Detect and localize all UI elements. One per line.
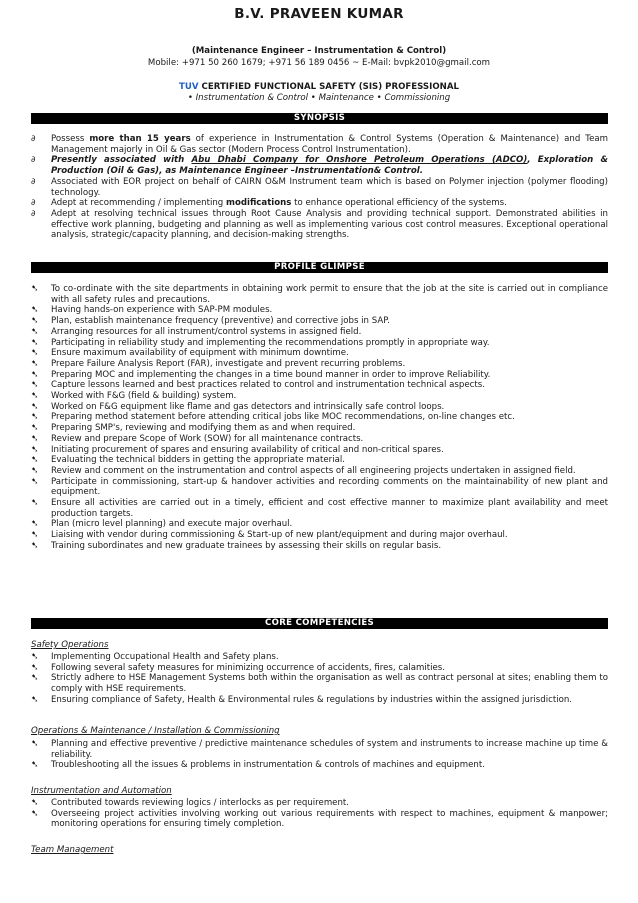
employer-name: Abu Dhabi Company for Onshore Petroleum Operations (ADCO) — [191, 155, 528, 166]
list-item-text: To co-ordinate with the site departments in obtaining work permit to ensure that the job at the site is carried out in compliance with all safety rules and precautions. — [51, 284, 608, 305]
arrow-bullet-icon: ➷ — [31, 348, 39, 359]
safety-section — [31, 652, 608, 706]
list-item — [31, 798, 608, 809]
list-item — [31, 423, 608, 434]
arrow-bullet-icon: ➷ — [31, 662, 39, 673]
arrow-bullet-icon: ➷ — [31, 798, 39, 808]
list-item-text: Ensure maximum availability of equipment with minimum downtime. — [51, 348, 349, 359]
operations-section — [31, 739, 608, 771]
arrow-bullet-icon: ➷ — [31, 412, 39, 423]
list-item-text: Participating in reliability study and implementing the recommendations promptly in appropriate way. — [51, 337, 490, 348]
bullet-icon: ∂ — [31, 198, 36, 209]
arrow-bullet-icon: ➷ — [31, 337, 39, 348]
subheading-automation: Instrumentation and Automation — [31, 786, 172, 796]
subheading-team: Team Management — [31, 845, 114, 855]
list-item — [31, 541, 608, 552]
list-item — [31, 760, 608, 771]
list-item — [31, 370, 608, 381]
arrow-bullet-icon: ➷ — [31, 305, 39, 316]
list-item-text: Plan, establish maintenance frequency (preventive) and corrective jobs in SAP. — [51, 316, 390, 327]
competencies-header-bar: CORE COMPETENCIES — [31, 618, 608, 629]
list-item — [31, 359, 608, 370]
subheading-operations: Operations & Maintenance / Installation & Commissioning — [31, 726, 280, 736]
list-item — [31, 477, 608, 498]
arrow-bullet-icon: ➷ — [31, 808, 39, 819]
list-item — [31, 402, 608, 413]
list-item — [31, 445, 608, 456]
bullet-icon: ∂ — [31, 134, 36, 144]
list-item — [31, 327, 608, 338]
list-item: ∂ Possess more than 15 years of experience in Instrumentation & Control Systems (Operation & Maintenance) and Team Management majorly in Oil & Gas sector (Modern Process Control Instrumentation). — [31, 134, 608, 155]
arrow-bullet-icon: ➷ — [31, 498, 39, 509]
list-item: ∂ Adept at resolving technical issues through Root Cause Analysis and providing technical support. Demonstrated abilities in effective work planning, budgeting and planning as well as implementing various cost control measures. Exceptional operational analysis, strategic/capacity planning, and decision-making strengths. — [31, 208, 608, 241]
list-item-text: Following several safety measures for minimizing occurrence of accidents, fires, calamities. — [51, 662, 446, 673]
list-item — [31, 663, 608, 674]
list-item — [31, 455, 608, 466]
list-item — [31, 695, 608, 706]
list-item — [31, 305, 608, 316]
arrow-bullet-icon: ➷ — [31, 316, 39, 327]
list-item — [31, 498, 608, 519]
list-item: ∂ Adept at recommending / implementing modifications to enhance operational efficiency of the systems. — [31, 198, 507, 209]
arrow-bullet-icon: ➷ — [31, 739, 39, 749]
list-item-text: Strictly adhere to HSE Management Systems both within the organisation as well as contract personal at sites; enabling them to comply with HSE requirements. — [51, 673, 608, 695]
list-item-text: Having hands-on experience with SAP-PM modules. — [51, 305, 273, 316]
contact-info: Mobile: +971 50 260 1679; +971 56 189 0456 ~ E-Mail: bvpk2010@gmail.com — [147, 58, 491, 68]
bullet-icon: ∂ — [31, 176, 36, 187]
list-item — [31, 412, 608, 423]
arrow-bullet-icon: ➷ — [31, 369, 39, 380]
list-item — [31, 338, 608, 349]
certification-text: CERTIFIED FUNCTIONAL SAFETY (SIS) PROFESSIONAL — [201, 82, 459, 92]
list-item-text: Preparing SMP's, reviewing and modifying them as and when required. — [51, 423, 356, 434]
arrow-bullet-icon: ➷ — [31, 519, 39, 530]
list-item — [31, 348, 608, 359]
list-item — [31, 391, 608, 402]
synopsis-header-bar: SYNOPSIS — [31, 113, 608, 124]
arrow-bullet-icon: ➷ — [31, 380, 39, 391]
arrow-bullet-icon: ➷ — [31, 455, 39, 466]
list-item-text: Liaising with vendor during commissioning & Start-up of new plant/equipment and during major overhaul. — [51, 530, 508, 541]
list-item — [31, 434, 608, 445]
profile-header-bar: PROFILE GLIMPSE — [31, 262, 608, 273]
arrow-bullet-icon: ➷ — [31, 694, 39, 705]
list-item-text: Capture lessons learned and best practices related to control and instrumentation technical aspects. — [51, 380, 485, 391]
list-item-text: Evaluating the technical bidders in getting the appropriate material. — [51, 455, 345, 466]
list-item-text: Plan (micro level planning) and execute major overhaul. — [51, 519, 293, 530]
list-item-text: Prepare Failure Analysis Report (FAR), investigate and prevent recurring problems. — [51, 358, 406, 369]
arrow-bullet-icon: ➷ — [31, 760, 39, 771]
list-item-text: Worked on F&G equipment like flame and gas detectors and intrinsically safe control loops. — [51, 401, 445, 412]
list-item-text: Ensuring compliance of Safety, Health & Environmental rules & regulations by industries within the assigned jurisdiction. — [51, 694, 573, 705]
list-item-text: Ensure all activities are carried out in a timely, efficient and cost effective manner to maximize plant availability and meet production targets. — [51, 498, 608, 519]
list-item: ∂ Presently associated with Abu Dhabi Company for Onshore Petroleum Operations (ADCO), Exploration & Production (Oil & Gas), as Maintenance Engineer –Instrumentation& Control. — [31, 155, 608, 177]
list-item-text: Preparing method statement before attending critical jobs like MOC recommendations, on-line changes etc. — [51, 412, 515, 423]
tuv-label: TUV — [179, 82, 199, 92]
arrow-bullet-icon: ➷ — [31, 326, 39, 337]
list-item: ∂ Associated with EOR project on behalf of CAIRN O&M Instrument team which is based on Polymer injection (polymer flooding) technology. — [31, 176, 608, 198]
arrow-bullet-icon: ➷ — [31, 433, 39, 444]
arrow-bullet-icon: ➷ — [31, 476, 39, 487]
arrow-bullet-icon: ➷ — [31, 401, 39, 412]
list-item-text: Implementing Occupational Health and Safety plans. — [51, 652, 279, 662]
list-item-text: Initiating procurement of spares and ensuring availability of critical and non-critical spares. — [51, 444, 444, 455]
list-item — [31, 380, 608, 391]
automation-section — [31, 798, 608, 830]
list-item — [31, 519, 608, 530]
synopsis-section — [31, 134, 608, 241]
list-item-text: Preparing MOC and implementing the changes in a time bound manner in order to improve Reliability. — [51, 369, 491, 380]
arrow-bullet-icon: ➷ — [31, 465, 39, 476]
arrow-bullet-icon: ➷ — [31, 673, 39, 684]
list-item-text: Overseeing project activities involving working out various requirements with respect to machines, equipment & manpower; monitoring operations for ensuring timely completion. — [51, 808, 608, 830]
arrow-bullet-icon: ➷ — [31, 284, 39, 294]
list-item-text: Training subordinates and new graduate trainees by assessing their skills on regular basis. — [51, 540, 442, 551]
list-item — [31, 530, 608, 541]
profile-section — [31, 284, 608, 552]
bullet-icon: ∂ — [31, 155, 36, 166]
skill-tags: • Instrumentation & Control • Maintenance • Commissioning — [187, 93, 451, 103]
arrow-bullet-icon: ➷ — [31, 540, 39, 551]
list-item — [31, 673, 608, 694]
certification-line — [0, 82, 638, 92]
arrow-bullet-icon: ➷ — [31, 652, 39, 662]
candidate-name: B.V. PRAVEEN KUMAR — [234, 6, 404, 22]
list-item-text: Review and prepare Scope of Work (SOW) for all maintenance contracts. — [51, 433, 364, 444]
arrow-bullet-icon: ➷ — [31, 423, 39, 434]
list-item — [31, 809, 608, 830]
list-item-text: Worked with F&G (field & building) system. — [51, 391, 237, 402]
arrow-bullet-icon: ➷ — [31, 358, 39, 369]
list-item-text: Review and comment on the instrumentation and control aspects of all engineering projects undertaken in assigned field. — [51, 465, 576, 476]
bullet-icon: ∂ — [31, 208, 36, 219]
arrow-bullet-icon: ➷ — [31, 444, 39, 455]
list-item-text: Contributed towards reviewing logics / interlocks as per requirement. — [51, 798, 350, 808]
list-item — [31, 466, 608, 477]
list-item-text: Arranging resources for all instrument/control systems in assigned field. — [51, 326, 362, 337]
list-item-text: Planning and effective preventive / predictive maintenance schedules of system and instruments to increase machine up time & reliability. — [51, 739, 608, 760]
list-item — [31, 284, 608, 305]
list-item — [31, 739, 608, 760]
arrow-bullet-icon: ➷ — [31, 391, 39, 402]
subheading-safety: Safety Operations — [31, 640, 109, 650]
list-item — [31, 316, 608, 327]
list-item-text: Troubleshooting all the issues & problems in instrumentation & controls of machines and equipment. — [51, 760, 485, 771]
list-item-text: Participate in commissioning, start-up & handover activities and recording comments on the maintainability of new plant and equipment. — [51, 476, 608, 498]
list-item — [31, 652, 608, 663]
arrow-bullet-icon: ➷ — [31, 530, 39, 541]
job-title: (Maintenance Engineer – Instrumentation & Control) — [191, 46, 447, 56]
